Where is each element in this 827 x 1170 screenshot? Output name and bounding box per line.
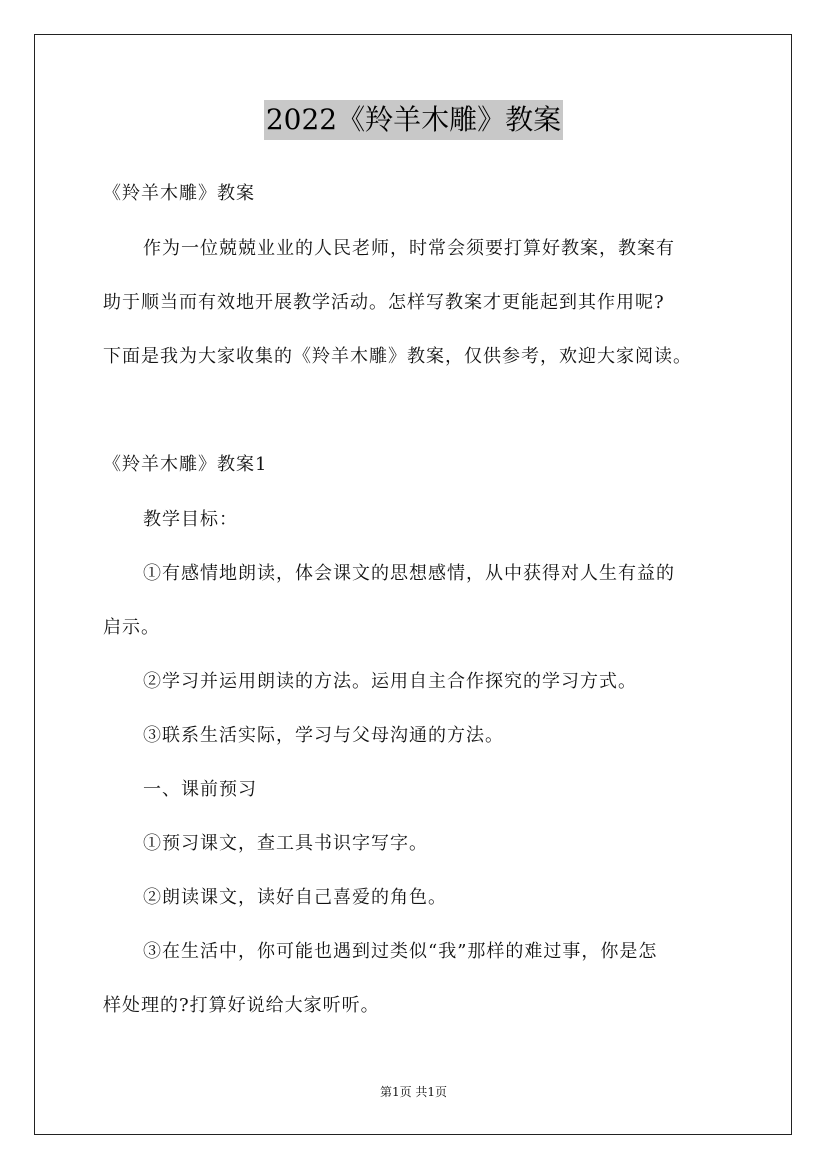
paragraph-line: ②学习并运用朗读的方法。运用自主合作探究的学习方式。	[143, 671, 637, 692]
paragraph-line: 教学目标：	[143, 509, 238, 530]
paragraph-line: ①预习课文，查工具书识字写字。	[143, 833, 428, 854]
paragraph-line: ③在生活中，你可能也遇到过类似“我”那样的难过事，你是怎	[143, 941, 658, 962]
paragraph-line: 启示。	[103, 617, 160, 638]
paragraph-line: 助于顺当而有效地开展教学活动。怎样写教案才更能起到其作用呢?	[103, 292, 665, 313]
section-heading: 《羚羊木雕》教案1	[103, 454, 268, 475]
paragraph-line: ③联系生活实际，学习与父母沟通的方法。	[143, 725, 504, 746]
document-title: 2022《羚羊木雕》教案	[264, 100, 563, 140]
paragraph-line: ②朗读课文，读好自己喜爱的角色。	[143, 887, 447, 908]
paragraph-line: 一、课前预习	[143, 779, 257, 800]
page-footer: 第1页 共1页	[379, 1085, 448, 1099]
paragraph-line: 样处理的?打算好说给大家听听。	[103, 995, 380, 1016]
paragraph-line: 作为一位兢兢业业的人民老师，时常会须要打算好教案，教案有	[143, 238, 675, 259]
title-container	[0, 100, 827, 140]
paragraph-line: ①有感情地朗读，体会课文的思想感情，从中获得对人生有益的	[143, 563, 675, 584]
section-heading: 《羚羊木雕》教案	[103, 183, 255, 204]
paragraph-line: 下面是我为大家收集的《羚羊木雕》教案，仅供参考，欢迎大家阅读。	[103, 346, 692, 367]
